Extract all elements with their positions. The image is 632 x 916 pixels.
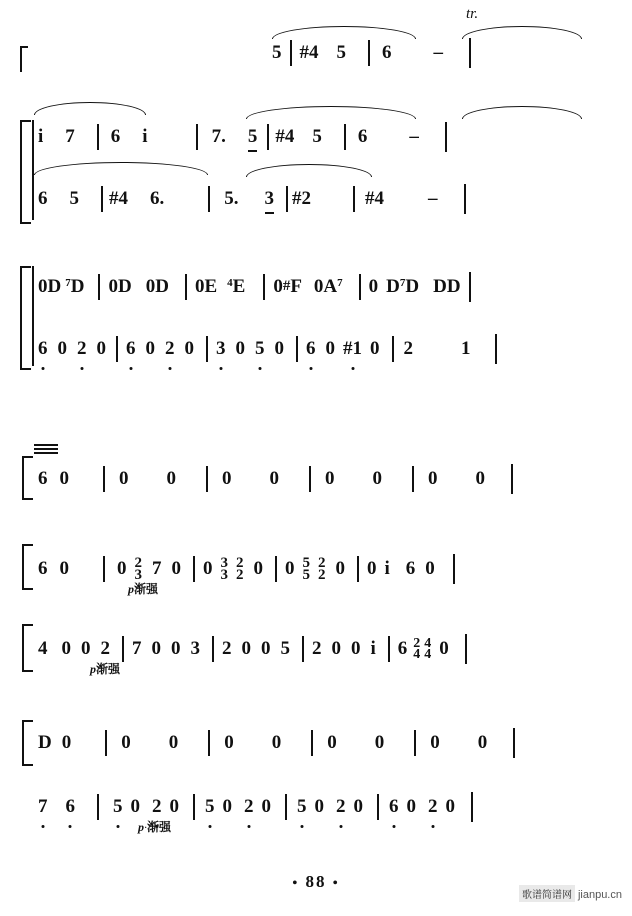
slur-2 bbox=[462, 26, 582, 39]
note: #4 bbox=[109, 188, 128, 209]
note: #4 bbox=[299, 42, 319, 63]
barline bbox=[392, 336, 394, 362]
end-barline bbox=[511, 464, 513, 494]
note: 0 bbox=[241, 638, 251, 659]
slur-5 bbox=[462, 106, 582, 119]
note: 2 bbox=[165, 338, 175, 360]
note: 0 bbox=[57, 338, 67, 359]
note: D bbox=[38, 732, 52, 753]
note: 6 bbox=[66, 796, 76, 818]
note-stack: 2 2 bbox=[318, 554, 326, 583]
note: 5 bbox=[255, 338, 265, 360]
note: 5 bbox=[113, 796, 123, 818]
dynamic-marking-1: p渐强 bbox=[128, 582, 159, 596]
s2-l2 bbox=[38, 184, 466, 214]
barline bbox=[101, 186, 103, 212]
end-barline bbox=[465, 634, 467, 664]
note: 0 bbox=[61, 732, 72, 753]
note: 0 bbox=[184, 338, 194, 359]
barline bbox=[116, 336, 118, 362]
s2-l1 bbox=[38, 122, 447, 152]
note: 0 bbox=[314, 796, 324, 817]
note: 2 bbox=[100, 638, 110, 659]
end-barline bbox=[453, 554, 455, 584]
staff-bracket-b bbox=[22, 544, 33, 590]
note: 0 bbox=[428, 468, 438, 489]
note: 0 bbox=[222, 796, 232, 817]
note: 5 bbox=[280, 638, 290, 659]
note: 7. bbox=[211, 126, 226, 147]
note: 0 bbox=[81, 638, 91, 659]
barline bbox=[285, 794, 287, 820]
note-stack: 3 3 bbox=[220, 554, 228, 583]
barline bbox=[98, 274, 100, 300]
end-barline bbox=[469, 38, 471, 68]
note: 7 bbox=[132, 638, 142, 659]
note: 0 bbox=[327, 732, 337, 753]
note-stack: 2 3 bbox=[134, 554, 142, 583]
s5-l2 bbox=[38, 792, 473, 822]
chord: 0#F bbox=[273, 276, 302, 297]
barline bbox=[193, 794, 195, 820]
barline bbox=[353, 186, 355, 212]
note: 3 bbox=[190, 638, 200, 659]
note: 0 bbox=[372, 468, 382, 489]
note: 0 bbox=[96, 338, 106, 359]
system-5 bbox=[0, 710, 632, 840]
note-underline bbox=[248, 150, 258, 152]
staff-bracket-a bbox=[22, 456, 33, 500]
system-3 bbox=[0, 258, 632, 378]
end-barline bbox=[464, 184, 466, 214]
note: #2 bbox=[292, 188, 311, 209]
note: 0 bbox=[151, 638, 161, 659]
note-stack: 4 4 bbox=[424, 635, 432, 662]
note: 0 bbox=[351, 638, 361, 659]
staff-bracket-inner bbox=[32, 120, 34, 220]
left-barline-stub bbox=[20, 46, 22, 72]
note bbox=[265, 188, 275, 210]
staff-bracket bbox=[20, 120, 31, 224]
barline bbox=[302, 636, 304, 662]
chord: $^7$D bbox=[65, 276, 85, 297]
note: 0 bbox=[130, 796, 140, 817]
barline bbox=[103, 466, 105, 492]
barline bbox=[185, 274, 187, 300]
note: 7 bbox=[65, 126, 75, 147]
note: i bbox=[38, 126, 44, 147]
s1-l1 bbox=[272, 38, 471, 68]
note-digit: 5 bbox=[247, 126, 258, 147]
barline bbox=[263, 274, 265, 300]
note: 0 bbox=[325, 338, 335, 359]
barline bbox=[368, 40, 370, 66]
note: 0 bbox=[335, 558, 345, 579]
barline bbox=[196, 124, 198, 150]
chord: 0E bbox=[194, 276, 218, 297]
note: 0 bbox=[261, 796, 271, 817]
dynamic-marking-2: p渐强 bbox=[90, 662, 121, 676]
note: 0 bbox=[261, 638, 271, 659]
chord: 0 bbox=[368, 276, 379, 297]
barline bbox=[122, 636, 124, 662]
page-number: • 88 • bbox=[292, 872, 340, 891]
note: 0 bbox=[439, 638, 449, 659]
barline bbox=[412, 466, 414, 492]
barline bbox=[267, 124, 269, 150]
note: 0 bbox=[331, 638, 341, 659]
site-watermark bbox=[519, 885, 622, 902]
system-2 bbox=[0, 98, 632, 218]
note: 2 bbox=[152, 796, 162, 818]
barline bbox=[311, 730, 313, 756]
note: 0 bbox=[425, 558, 435, 579]
s5-l1 bbox=[38, 728, 515, 758]
note: 1 bbox=[461, 338, 471, 359]
note: 0 bbox=[61, 638, 71, 659]
chord: 0D bbox=[38, 276, 62, 297]
staff-bracket-d bbox=[22, 720, 33, 766]
end-barline bbox=[495, 334, 497, 364]
note: 2 bbox=[403, 338, 413, 359]
note: 0 bbox=[168, 732, 179, 753]
note: 5. bbox=[224, 188, 239, 209]
note: i bbox=[142, 126, 148, 147]
note bbox=[248, 126, 258, 148]
note: 5 bbox=[69, 188, 79, 209]
note: 5 bbox=[205, 796, 215, 818]
chord: $D^7D$ bbox=[386, 276, 420, 297]
note: 2 bbox=[222, 638, 232, 659]
note: 0 bbox=[203, 558, 213, 579]
end-barline bbox=[513, 728, 515, 758]
note: 0 bbox=[224, 732, 234, 753]
note-stack: 2 4 bbox=[413, 635, 421, 662]
note: 0 bbox=[145, 338, 155, 359]
note: 7 bbox=[38, 796, 48, 818]
note: 6 bbox=[389, 796, 399, 818]
watermark-site-name: 歌谱简谱网 bbox=[519, 885, 575, 902]
chord: 0D bbox=[145, 276, 169, 297]
note: 0 bbox=[121, 732, 131, 753]
note: 0 bbox=[370, 338, 380, 359]
barline bbox=[377, 794, 379, 820]
note: 6 bbox=[397, 638, 408, 659]
barline bbox=[275, 556, 277, 582]
note: 0 bbox=[274, 338, 284, 359]
barline bbox=[97, 794, 99, 820]
barline bbox=[286, 186, 288, 212]
slur-7 bbox=[246, 164, 372, 177]
note: i bbox=[370, 638, 376, 659]
note: 0 bbox=[271, 732, 282, 753]
note: 0 bbox=[367, 558, 377, 579]
staff-bracket-c bbox=[22, 624, 33, 672]
barline bbox=[206, 336, 208, 362]
barline bbox=[206, 466, 208, 492]
barline bbox=[208, 730, 210, 756]
note: 0 bbox=[59, 468, 69, 489]
barline bbox=[357, 556, 359, 582]
note: – bbox=[428, 188, 438, 209]
note: 0 bbox=[475, 468, 485, 489]
barline bbox=[296, 336, 298, 362]
note: 6 bbox=[405, 558, 416, 579]
end-barline bbox=[471, 792, 473, 822]
note: 0 bbox=[235, 338, 245, 359]
note: 5 bbox=[336, 42, 346, 63]
note: 6 bbox=[38, 338, 48, 360]
note: 0 bbox=[445, 796, 455, 817]
note: 0 bbox=[477, 732, 488, 753]
note-stack: 2 2 bbox=[236, 554, 244, 583]
note: 2 bbox=[77, 338, 87, 360]
note: 7 bbox=[152, 558, 162, 579]
note: 0 bbox=[406, 796, 416, 817]
note: 0 bbox=[117, 558, 127, 579]
note: 6. bbox=[150, 188, 165, 209]
slur-6 bbox=[34, 162, 208, 175]
barline bbox=[414, 730, 416, 756]
note: 0 bbox=[166, 468, 176, 489]
note: 0 bbox=[171, 558, 181, 579]
slur-4 bbox=[246, 106, 416, 119]
barline bbox=[208, 186, 210, 212]
chord: 0D bbox=[108, 276, 132, 297]
note: 2 bbox=[428, 796, 438, 818]
note: #4 bbox=[275, 126, 295, 147]
s3-l1 bbox=[38, 272, 471, 302]
barline bbox=[105, 730, 107, 756]
left-barline-tick bbox=[20, 46, 28, 48]
note-stack: 5 5 bbox=[302, 554, 310, 583]
system-1 bbox=[0, 0, 632, 90]
chord: $0A^7$ bbox=[313, 276, 343, 297]
note-digit: 3 bbox=[264, 188, 274, 209]
page-number-value: 88 bbox=[305, 872, 327, 891]
note: 6 bbox=[126, 338, 136, 360]
barline bbox=[212, 636, 214, 662]
barline bbox=[97, 124, 99, 150]
barline bbox=[193, 556, 195, 582]
note: 0 bbox=[269, 468, 279, 489]
s4-l1 bbox=[38, 464, 513, 494]
note: 0 bbox=[119, 468, 129, 489]
note: i bbox=[384, 558, 390, 579]
s4-l2 bbox=[38, 554, 455, 584]
note: 6 bbox=[38, 558, 48, 579]
note: 2 bbox=[312, 638, 322, 659]
note: 3 bbox=[216, 338, 226, 360]
note: 5 bbox=[312, 126, 322, 147]
note: 6 bbox=[38, 468, 48, 489]
note: – bbox=[433, 42, 443, 63]
note: 0 bbox=[285, 558, 295, 579]
note: 2 bbox=[336, 796, 346, 818]
barline bbox=[103, 556, 105, 582]
note: 0 bbox=[253, 558, 263, 579]
barline bbox=[309, 466, 311, 492]
note-underline bbox=[265, 212, 275, 214]
watermark-url: jianpu.cn bbox=[577, 889, 622, 901]
note: 0 bbox=[222, 468, 232, 489]
barline bbox=[344, 124, 346, 150]
note: 0 bbox=[325, 468, 335, 489]
note: 0 bbox=[374, 732, 385, 753]
note: 0 bbox=[430, 732, 440, 753]
staff-bracket-inner bbox=[32, 266, 34, 366]
note: 6 bbox=[357, 126, 368, 147]
note: 6 bbox=[306, 338, 316, 360]
note: 6 bbox=[382, 42, 392, 63]
note: 0 bbox=[59, 558, 69, 579]
note: 0 bbox=[171, 638, 181, 659]
note: 0 bbox=[169, 796, 179, 817]
slur-3 bbox=[34, 102, 146, 115]
note: 6 bbox=[110, 126, 121, 147]
barline bbox=[290, 40, 292, 66]
barline bbox=[388, 636, 390, 662]
note: – bbox=[409, 126, 419, 147]
note: #4 bbox=[365, 188, 384, 209]
staff-bracket bbox=[20, 266, 31, 370]
note: 5 bbox=[272, 42, 282, 63]
chord: $^4$E bbox=[227, 276, 246, 297]
note: 4 bbox=[38, 638, 48, 659]
system-4 bbox=[0, 432, 632, 682]
tremolo-ornament bbox=[34, 444, 58, 454]
note: 0 bbox=[353, 796, 363, 817]
note: 5 bbox=[297, 796, 307, 818]
end-barline bbox=[445, 122, 447, 152]
note: #1 bbox=[343, 338, 362, 360]
chord: DD bbox=[433, 276, 461, 297]
barline bbox=[359, 274, 361, 300]
dynamic-marking-3: p·渐强 bbox=[138, 820, 172, 834]
note: 2 bbox=[244, 796, 254, 818]
end-barline bbox=[469, 272, 471, 302]
trill-marking: tr. bbox=[466, 6, 479, 22]
note: 6 bbox=[38, 188, 48, 209]
s3-l2 bbox=[38, 334, 497, 364]
